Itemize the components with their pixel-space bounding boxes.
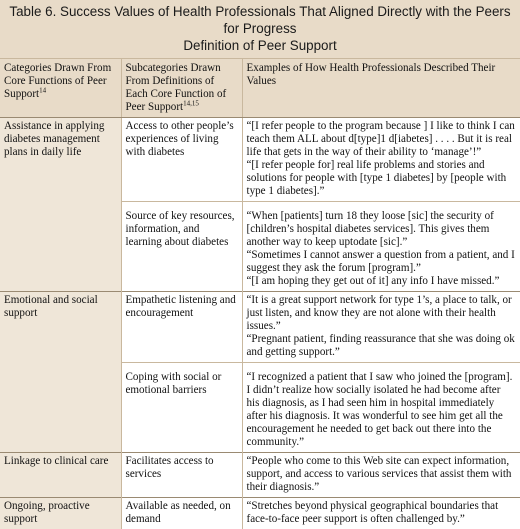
example-quote: “Pregnant patient, finding reassurance that she was doing ok and getting support.”: [247, 333, 517, 359]
category-cell: Ongoing, proactive support: [0, 498, 121, 529]
table-row: [0, 292, 520, 363]
example-quote: “When [patients] turn 18 they loose [sic] the security of [children’s hospital diabetes services]. This gives them another way to keep uptodate [sic].”: [247, 210, 517, 249]
category-cell: Emotional and social support: [0, 292, 121, 453]
examples-cell: [242, 453, 520, 498]
examples-cell: [242, 118, 520, 202]
table-title-line-2: Definition of Peer Support: [8, 37, 512, 54]
example-quote: “People who come to this Web site can expect information, support, and access to various services that assist them with their diagnosis.”: [247, 455, 517, 494]
examples-cell: [242, 498, 520, 529]
example-quote: “[I refer people for] real life problems and stories and solutions for people with [type 1 diabetes] by [people with type 1 diabetes].”: [247, 159, 517, 198]
table-row: [0, 498, 520, 529]
examples-cell: [242, 363, 520, 453]
header-subcategories: Subcategories Drawn From Definitions of Each Core Function of Peer Support$^{14,15}$: [121, 59, 242, 118]
subcategory-cell: Available as needed, on demand: [121, 498, 242, 529]
examples-cell: [242, 292, 520, 363]
example-quote: “It is a great support network for type 1’s, a place to talk, or just listen, and know they are not alone with their health issues.”: [247, 294, 517, 333]
category-cell: Assistance in applying diabetes management plans in daily life: [0, 118, 121, 292]
example-quote: “I recognized a patient that I saw who joined the [program]. I didn’t realize how socially isolated he had become after his diagnosis, as I had seen him in hospital immediately after his diagnosis. It was wonderful to see him get all the encouragement he needed to get back out there into the community.”: [247, 371, 517, 449]
table-row: [0, 118, 520, 202]
table-caption: [0, 0, 520, 59]
header-categories: Categories Drawn From Core Functions of Peer Support$^{14}$: [0, 59, 121, 118]
subcategory-cell: Source of key resources, information, and learning about diabetes: [121, 202, 242, 292]
examples-cell: [242, 202, 520, 292]
header-examples: Examples of How Health Professionals Described Their Values: [242, 59, 520, 118]
subcategory-cell: Facilitates access to services: [121, 453, 242, 498]
example-quote: “[I refer people to the program because ] I like to think I can teach them ALL about d[type]1 d[iabetes] . . . . But it is real life that gets in the way of their ability to ‘manage’!”: [247, 120, 517, 159]
example-quote: “Sometimes I cannot answer a question from a patient, and I suggest they ask the forum [program].”: [247, 249, 517, 275]
peer-support-table: [0, 59, 520, 529]
table-title-line-1: Table 6. Success Values of Health Professionals That Aligned Directly with the Peers for Progress: [8, 3, 512, 37]
header-row: [0, 59, 520, 118]
table-row: [0, 453, 520, 498]
subcategory-cell: Empathetic listening and encouragement: [121, 292, 242, 363]
subcategory-cell: Coping with social or emotional barriers: [121, 363, 242, 453]
example-quote: “Stretches beyond physical geographical boundaries that face-to-face peer support is often challenged by.”: [247, 500, 517, 526]
category-cell: Linkage to clinical care: [0, 453, 121, 498]
subcategory-cell: Access to other people’s experiences of living with diabetes: [121, 118, 242, 202]
example-quote: “[I am hoping they get out of it] any info I have missed.”: [247, 275, 517, 288]
